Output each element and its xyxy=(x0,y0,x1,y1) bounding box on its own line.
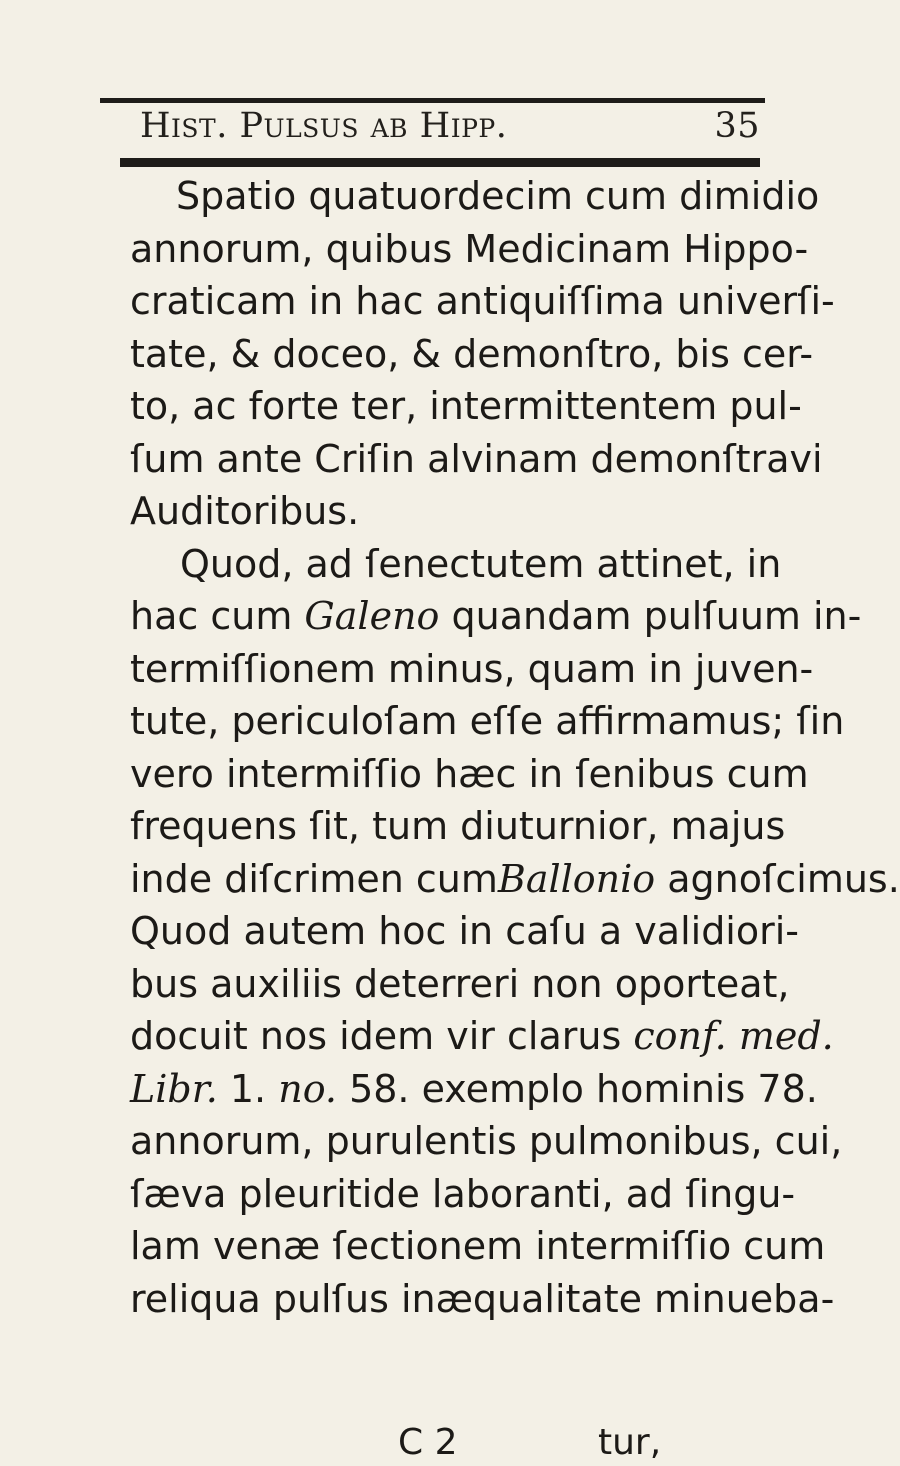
running-title: Hist. Pulsus ab Hipp. xyxy=(140,106,508,146)
line-fragment: quandam pulſuum in- xyxy=(439,594,862,638)
signature-mark: C 2 xyxy=(398,1422,458,1463)
italic-reference: Libr. xyxy=(130,1066,218,1111)
line-fragment: hac cum xyxy=(130,594,305,638)
italic-reference: no. xyxy=(278,1066,337,1111)
text-line: vero intermiſſio hæc in ſenibus cum xyxy=(130,751,809,796)
text-line: Quod autem hoc in caſu a validiori- xyxy=(130,909,800,953)
line-fragment: agnoſcimus. xyxy=(655,856,900,901)
italic-name: Galeno xyxy=(304,594,440,638)
text-line: reliqua pulſus inæqualitate minueba- xyxy=(130,1276,835,1321)
text-line xyxy=(130,1063,818,1116)
catchword: tur, xyxy=(598,1422,662,1463)
text-line: craticam in hac antiquiſſima univerſi- xyxy=(130,279,835,323)
text-line: ſæva pleuritide laboranti, ad ſingu- xyxy=(130,1171,796,1216)
body-text xyxy=(130,170,900,1325)
text-line: ſum ante Criſin alvinam demonſtravi xyxy=(130,436,823,481)
line-fragment: inde diſcrimen cum xyxy=(130,856,498,901)
text-line: termiſſionem minus, quam in juven- xyxy=(130,646,814,691)
line-fragment: docuit nos idem vir clarus xyxy=(130,1014,634,1058)
italic-reference: conf. med. xyxy=(633,1014,834,1058)
line-fragment: 58. exemplo hominis 78. xyxy=(336,1066,818,1111)
text-line xyxy=(130,1010,834,1063)
line-fragment: 1. xyxy=(217,1066,279,1111)
page-footer xyxy=(130,1422,770,1466)
text-line: annorum, purulentis pulmonibus, cui, xyxy=(130,1119,843,1163)
text-line: tate, & doceo, & demonſtro, bis cer- xyxy=(130,331,814,376)
italic-name: Ballonio xyxy=(497,856,656,901)
running-header xyxy=(140,106,760,156)
text-line xyxy=(130,590,862,643)
text-line: bus auxiliis deterreri non oporteat, xyxy=(130,961,790,1006)
header-rule-bottom xyxy=(120,158,760,167)
text-line: Spatio quatuordecim cum dimidio xyxy=(176,174,820,218)
text-line: tute, periculoſam eſſe affirmamus; ſin xyxy=(130,699,845,743)
header-rule-top xyxy=(100,98,765,103)
text-line: frequens ſit, tum diuturnior, majus xyxy=(130,804,786,848)
text-line: annorum, quibus Medicinam Hippo- xyxy=(130,226,809,271)
text-line: Quod, ad ſenectutem attinet, in xyxy=(180,541,782,586)
text-line: to, ac forte ter, intermittentem pul- xyxy=(130,384,802,428)
text-line xyxy=(130,853,900,906)
page-number: 35 xyxy=(714,106,760,146)
text-line: Auditoribus. xyxy=(130,489,360,533)
text-line: lam venæ ſectionem intermiſſio cum xyxy=(130,1224,826,1268)
